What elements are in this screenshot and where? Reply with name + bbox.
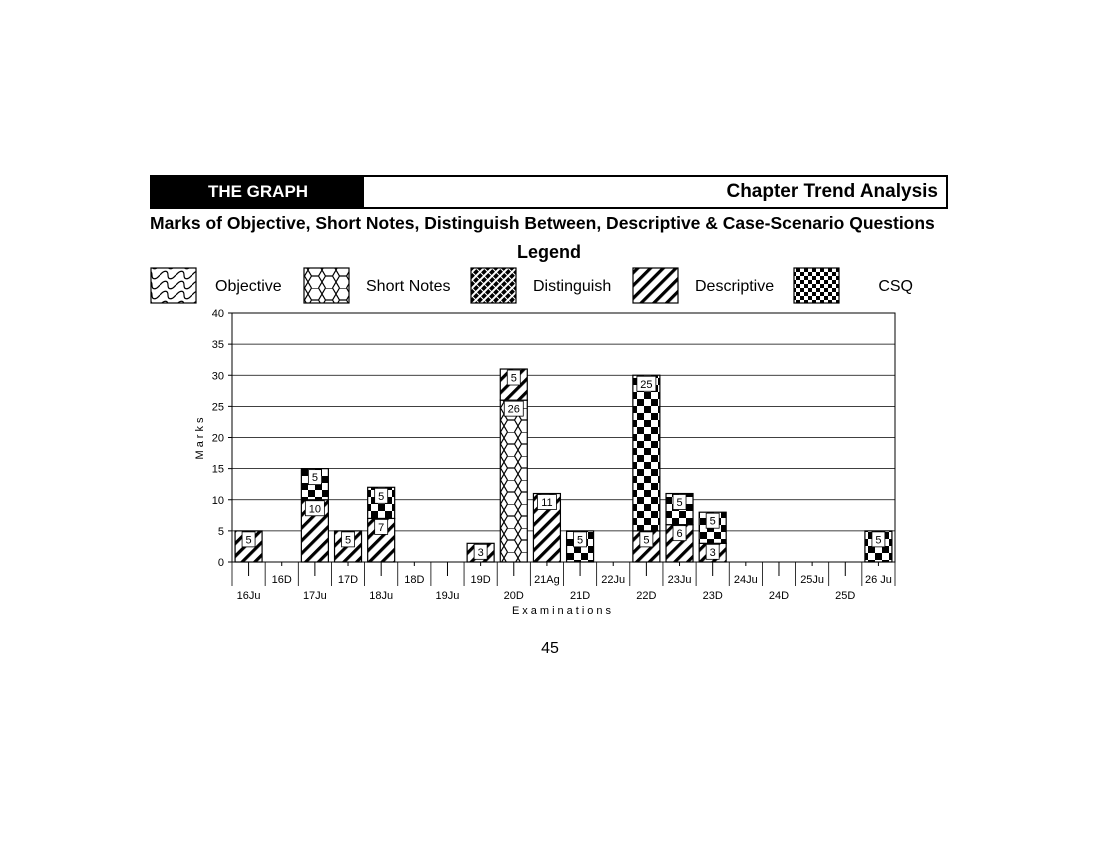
header-section-label: THE GRAPH <box>152 177 364 207</box>
x-axis <box>232 562 895 602</box>
x-tick-label: 25D <box>835 590 856 602</box>
x-tick-label: 23D <box>702 590 723 602</box>
x-axis-label: Examinations <box>511 605 615 617</box>
y-tick-label: 10 <box>211 494 224 507</box>
data-label: 11 <box>541 497 553 510</box>
data-label: 6 <box>676 528 683 541</box>
data-label: 5 <box>510 372 517 385</box>
y-tick-label: 15 <box>211 463 224 476</box>
y-tick-label: 35 <box>211 339 224 352</box>
x-tick-label: 24Ju <box>733 574 758 586</box>
data-label: 5 <box>875 534 882 547</box>
data-label: 26 <box>507 403 520 416</box>
data-label: 5 <box>577 534 584 547</box>
y-tick-label: 30 <box>211 370 224 383</box>
data-label: 5 <box>311 472 318 485</box>
legend-swatch-distinguish <box>471 268 516 303</box>
data-label: 10 <box>308 503 321 516</box>
bar-segment-csq <box>633 375 660 531</box>
chart-subtitle: Marks of Objective, Short Notes, Distinguish Between, Descriptive & Case-Scenario Questions <box>150 213 935 233</box>
header-chapter-title: Chapter Trend Analysis <box>726 181 938 202</box>
y-tick-label: 40 <box>211 308 224 320</box>
x-tick-label: 19D <box>470 574 491 586</box>
legend-swatch-descriptive <box>633 268 678 303</box>
x-tick-label: 24D <box>768 590 790 602</box>
data-label: 5 <box>245 534 252 547</box>
x-tick-label: 23Ju <box>667 574 692 586</box>
chart-legend <box>151 268 913 303</box>
legend-label-descriptive: Descriptive <box>695 278 775 295</box>
legend-swatch-objective <box>151 268 196 303</box>
y-tick-label: 0 <box>217 557 224 569</box>
x-tick-label: 21Ag <box>534 574 560 586</box>
x-tick-label: 16D <box>271 574 292 586</box>
x-tick-label: 22D <box>636 590 657 602</box>
page-number: 45 <box>541 640 559 657</box>
legend-swatch-short-notes <box>304 268 349 303</box>
data-label: 5 <box>643 534 650 547</box>
data-label: 25 <box>640 378 653 391</box>
x-tick-label: 19Ju <box>435 590 460 602</box>
y-tick-label: 20 <box>211 432 224 445</box>
x-tick-label: 17Ju <box>302 590 327 602</box>
data-label: 5 <box>378 490 385 503</box>
x-tick-label: 26 Ju <box>864 574 892 586</box>
data-label: 5 <box>676 497 683 510</box>
legend-label-short-notes: Short Notes <box>366 278 451 295</box>
x-tick-label: 18Ju <box>369 590 394 602</box>
x-tick-label: 17D <box>337 574 359 586</box>
data-label: 3 <box>709 546 716 559</box>
x-tick-label: 18D <box>404 574 425 586</box>
legend-swatch-csq <box>794 268 839 303</box>
x-tick-label: 16Ju <box>236 590 261 602</box>
legend-label-distinguish: Distinguish <box>533 278 612 295</box>
x-tick-label: 21D <box>569 590 591 602</box>
y-axis-label: Marks <box>194 414 206 460</box>
x-tick-label: 25Ju <box>800 574 825 586</box>
data-label: 5 <box>344 534 352 547</box>
y-tick-label: 5 <box>217 525 224 538</box>
legend-label-csq: CSQ <box>878 278 913 295</box>
y-tick-label: 25 <box>211 401 224 414</box>
legend-label-objective: Objective <box>215 278 282 295</box>
bar-segment-short-notes <box>500 400 527 562</box>
x-tick-label: 22Ju <box>601 574 626 586</box>
x-tick-label: 20D <box>503 590 524 602</box>
data-label: 7 <box>378 521 385 534</box>
legend-title: Legend <box>516 242 582 262</box>
y-axis <box>212 308 232 569</box>
data-label: 5 <box>709 515 716 528</box>
data-label: 3 <box>477 546 484 559</box>
